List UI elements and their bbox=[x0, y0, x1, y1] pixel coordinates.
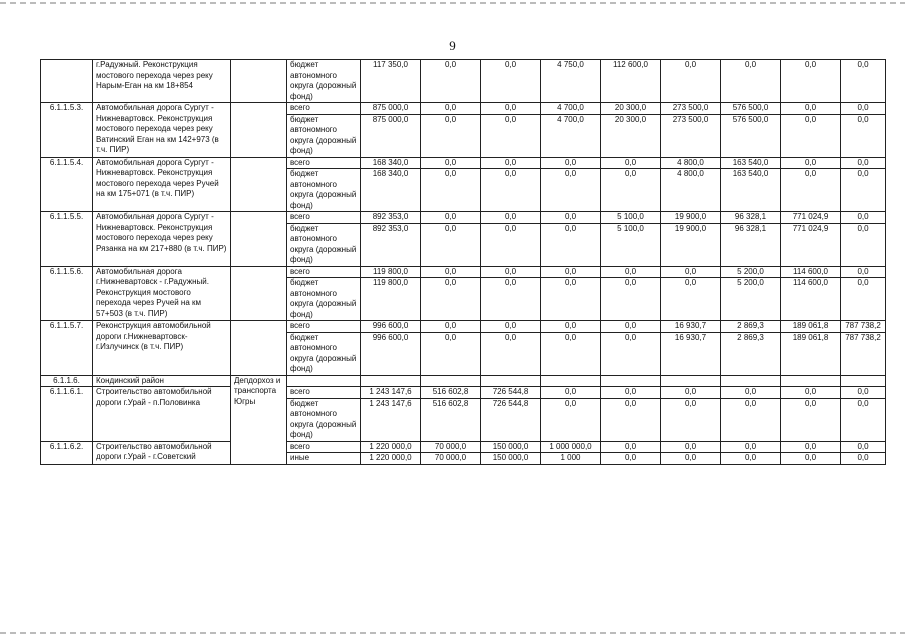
row-source: иные bbox=[287, 453, 361, 465]
row-value: 0,0 bbox=[541, 398, 601, 441]
row-value: 0,0 bbox=[541, 223, 601, 266]
row-executor bbox=[231, 157, 287, 212]
row-value: 2 869,3 bbox=[721, 321, 781, 333]
row-value: 892 353,0 bbox=[361, 223, 421, 266]
row-value: 0,0 bbox=[421, 266, 481, 278]
row-value: 0,0 bbox=[541, 169, 601, 212]
row-source: бюджет автономного округа (дорожный фонд) bbox=[287, 278, 361, 321]
row-value: 20 300,0 bbox=[601, 103, 661, 115]
row-value: 168 340,0 bbox=[361, 169, 421, 212]
row-executor bbox=[231, 266, 287, 321]
row-value: 0,0 bbox=[541, 212, 601, 224]
row-value: 1 243 147,6 bbox=[361, 398, 421, 441]
row-value: 0,0 bbox=[421, 157, 481, 169]
row-value: 0,0 bbox=[421, 169, 481, 212]
row-value: 0,0 bbox=[481, 60, 541, 103]
row-value: 0,0 bbox=[421, 278, 481, 321]
row-source: бюджет автономного округа (дорожный фонд) bbox=[287, 60, 361, 103]
row-value: 0,0 bbox=[601, 387, 661, 399]
empty-cell bbox=[361, 375, 421, 387]
district-code: 6.1.1.6. bbox=[41, 375, 93, 387]
table-row bbox=[41, 441, 886, 453]
row-value: 0,0 bbox=[541, 157, 601, 169]
row-value: 20 300,0 bbox=[601, 114, 661, 157]
row-code: 6.1.1.5.3. bbox=[41, 103, 93, 158]
row-value: 1 000 bbox=[541, 453, 601, 465]
row-value: 0,0 bbox=[421, 103, 481, 115]
row-value: 0,0 bbox=[661, 60, 721, 103]
row-name: Строительство автомобильной дороги г.Урай - г.Советский bbox=[93, 441, 231, 464]
row-value: 0,0 bbox=[661, 398, 721, 441]
row-value: 0,0 bbox=[481, 278, 541, 321]
row-value: 96 328,1 bbox=[721, 212, 781, 224]
scan-edge-top bbox=[0, 2, 905, 4]
empty-cell bbox=[781, 375, 841, 387]
empty-cell bbox=[661, 375, 721, 387]
row-value: 5 200,0 bbox=[721, 278, 781, 321]
empty-cell bbox=[601, 375, 661, 387]
row-code: 6.1.1.5.5. bbox=[41, 212, 93, 267]
row-value: 0,0 bbox=[781, 169, 841, 212]
row-value: 0,0 bbox=[601, 278, 661, 321]
row-value: 892 353,0 bbox=[361, 212, 421, 224]
row-value: 2 869,3 bbox=[721, 332, 781, 375]
row-value: 0,0 bbox=[421, 212, 481, 224]
row-source: всего bbox=[287, 321, 361, 333]
row-value: 1 220 000,0 bbox=[361, 453, 421, 465]
row-value: 0,0 bbox=[781, 157, 841, 169]
empty-cell bbox=[481, 375, 541, 387]
row-value: 0,0 bbox=[541, 321, 601, 333]
scan-edge-bottom bbox=[0, 632, 905, 634]
row-value: 516 602,8 bbox=[421, 387, 481, 399]
row-value: 787 738,2 bbox=[841, 332, 886, 375]
row-value: 0,0 bbox=[481, 266, 541, 278]
row-value: 726 544,8 bbox=[481, 387, 541, 399]
row-value: 0,0 bbox=[781, 114, 841, 157]
empty-cell bbox=[841, 375, 886, 387]
row-value: 114 600,0 bbox=[781, 278, 841, 321]
row-value: 0,0 bbox=[841, 278, 886, 321]
row-value: 163 540,0 bbox=[721, 169, 781, 212]
row-value: 0,0 bbox=[781, 398, 841, 441]
row-value: 0,0 bbox=[601, 266, 661, 278]
row-value: 0,0 bbox=[661, 387, 721, 399]
table-row bbox=[41, 60, 886, 103]
row-value: 0,0 bbox=[841, 60, 886, 103]
row-value: 0,0 bbox=[841, 103, 886, 115]
row-value: 189 061,8 bbox=[781, 321, 841, 333]
row-value: 0,0 bbox=[781, 453, 841, 465]
row-value: 0,0 bbox=[661, 266, 721, 278]
row-value: 0,0 bbox=[721, 441, 781, 453]
row-code: 6.1.1.6.1. bbox=[41, 387, 93, 442]
row-source: всего bbox=[287, 441, 361, 453]
row-value: 19 900,0 bbox=[661, 212, 721, 224]
row-source: бюджет автономного округа (дорожный фонд) bbox=[287, 332, 361, 375]
row-value: 0,0 bbox=[601, 332, 661, 375]
empty-cell bbox=[287, 375, 361, 387]
row-executor bbox=[231, 60, 287, 103]
row-value: 0,0 bbox=[421, 332, 481, 375]
row-value: 875 000,0 bbox=[361, 114, 421, 157]
row-value: 1 243 147,6 bbox=[361, 387, 421, 399]
row-value: 0,0 bbox=[781, 103, 841, 115]
row-executor bbox=[231, 212, 287, 267]
district-row bbox=[41, 375, 886, 387]
row-value: 0,0 bbox=[841, 398, 886, 441]
row-source: всего bbox=[287, 157, 361, 169]
row-executor bbox=[231, 103, 287, 158]
row-name: Реконструкция автомобильной дороги г.Нижневартовск-г.Излучинск (в т.ч. ПИР) bbox=[93, 321, 231, 376]
row-value: 0,0 bbox=[601, 169, 661, 212]
row-value: 5 100,0 bbox=[601, 223, 661, 266]
row-code: 6.1.1.5.4. bbox=[41, 157, 93, 212]
row-value: 0,0 bbox=[841, 223, 886, 266]
row-value: 0,0 bbox=[841, 387, 886, 399]
row-value: 0,0 bbox=[721, 398, 781, 441]
row-value: 0,0 bbox=[841, 169, 886, 212]
row-value: 119 800,0 bbox=[361, 266, 421, 278]
row-value: 119 800,0 bbox=[361, 278, 421, 321]
row-name: Автомобильная дорога Сургут - Нижневартовск. Реконструкция мостового перехода через реку Ватинский Еган на км 142+973 (в т.ч. ПИР) bbox=[93, 103, 231, 158]
row-executor bbox=[231, 321, 287, 376]
row-value: 5 100,0 bbox=[601, 212, 661, 224]
row-value: 4 700,0 bbox=[541, 103, 601, 115]
row-value: 0,0 bbox=[601, 321, 661, 333]
row-value: 0,0 bbox=[721, 453, 781, 465]
row-value: 0,0 bbox=[721, 387, 781, 399]
row-source: бюджет автономного округа (дорожный фонд) bbox=[287, 169, 361, 212]
row-value: 96 328,1 bbox=[721, 223, 781, 266]
row-name: Автомобильная дорога г.Нижневартовск - г.Радужный. Реконструкция мостового перехода через Ручей на км 57+503 (в т.ч. ПИР) bbox=[93, 266, 231, 321]
row-value: 70 000,0 bbox=[421, 441, 481, 453]
row-value: 0,0 bbox=[841, 266, 886, 278]
row-value: 163 540,0 bbox=[721, 157, 781, 169]
row-value: 0,0 bbox=[781, 441, 841, 453]
row-value: 875 000,0 bbox=[361, 103, 421, 115]
row-value: 0,0 bbox=[841, 453, 886, 465]
row-source: всего bbox=[287, 212, 361, 224]
row-name: Строительство автомобильной дороги г.Урай - п.Половинка bbox=[93, 387, 231, 442]
row-value: 0,0 bbox=[421, 321, 481, 333]
row-value: 0,0 bbox=[541, 266, 601, 278]
row-value: 771 024,9 bbox=[781, 212, 841, 224]
budget-table bbox=[40, 59, 886, 465]
row-source: бюджет автономного округа (дорожный фонд) bbox=[287, 223, 361, 266]
row-value: 0,0 bbox=[481, 223, 541, 266]
row-value: 0,0 bbox=[601, 453, 661, 465]
row-source: всего bbox=[287, 103, 361, 115]
empty-cell bbox=[421, 375, 481, 387]
row-value: 0,0 bbox=[841, 157, 886, 169]
row-value: 16 930,7 bbox=[661, 332, 721, 375]
row-value: 726 544,8 bbox=[481, 398, 541, 441]
row-value: 4 700,0 bbox=[541, 114, 601, 157]
row-value: 0,0 bbox=[721, 60, 781, 103]
row-value: 0,0 bbox=[781, 387, 841, 399]
row-source: всего bbox=[287, 266, 361, 278]
row-value: 4 800,0 bbox=[661, 169, 721, 212]
row-name: Автомобильная дорога Сургут - Нижневартовск. Реконструкция мостового перехода через Ручей на км 175+071 (в т.ч. ПИР) bbox=[93, 157, 231, 212]
page-number: 9 bbox=[449, 38, 456, 53]
district-name: Кондинский район bbox=[93, 375, 231, 387]
row-value: 0,0 bbox=[481, 212, 541, 224]
row-value: 516 602,8 bbox=[421, 398, 481, 441]
row-value: 996 600,0 bbox=[361, 332, 421, 375]
row-value: 787 738,2 bbox=[841, 321, 886, 333]
row-value: 0,0 bbox=[781, 60, 841, 103]
table-row bbox=[41, 103, 886, 115]
row-value: 4 750,0 bbox=[541, 60, 601, 103]
row-code: 6.1.1.5.6. bbox=[41, 266, 93, 321]
row-value: 0,0 bbox=[601, 398, 661, 441]
row-value: 576 500,0 bbox=[721, 103, 781, 115]
row-value: 771 024,9 bbox=[781, 223, 841, 266]
row-value: 0,0 bbox=[421, 114, 481, 157]
row-value: 0,0 bbox=[601, 441, 661, 453]
row-value: 0,0 bbox=[841, 212, 886, 224]
row-value: 996 600,0 bbox=[361, 321, 421, 333]
empty-cell bbox=[721, 375, 781, 387]
district-executor: Депдорхоз и транспорта Югры bbox=[231, 375, 287, 464]
row-value: 5 200,0 bbox=[721, 266, 781, 278]
row-value: 0,0 bbox=[661, 453, 721, 465]
row-value: 0,0 bbox=[481, 169, 541, 212]
table-row bbox=[41, 387, 886, 399]
row-code: 6.1.1.5.7. bbox=[41, 321, 93, 376]
row-value: 189 061,8 bbox=[781, 332, 841, 375]
row-value: 114 600,0 bbox=[781, 266, 841, 278]
row-value: 273 500,0 bbox=[661, 114, 721, 157]
row-value: 0,0 bbox=[481, 114, 541, 157]
row-value: 0,0 bbox=[421, 60, 481, 103]
row-name: г.Радужный. Реконструкция мостового перехода через реку Нарым-Еган на км 18+854 bbox=[93, 60, 231, 103]
row-code: 6.1.1.6.2. bbox=[41, 441, 93, 464]
row-value: 0,0 bbox=[601, 157, 661, 169]
row-value: 4 800,0 bbox=[661, 157, 721, 169]
row-value: 0,0 bbox=[541, 387, 601, 399]
row-value: 150 000,0 bbox=[481, 453, 541, 465]
row-value: 0,0 bbox=[541, 278, 601, 321]
row-value: 0,0 bbox=[841, 114, 886, 157]
row-value: 16 930,7 bbox=[661, 321, 721, 333]
row-value: 112 600,0 bbox=[601, 60, 661, 103]
table-row bbox=[41, 321, 886, 333]
row-value: 576 500,0 bbox=[721, 114, 781, 157]
empty-cell bbox=[541, 375, 601, 387]
table-row bbox=[41, 266, 886, 278]
table-row bbox=[41, 212, 886, 224]
row-value: 0,0 bbox=[481, 157, 541, 169]
row-value: 1 220 000,0 bbox=[361, 441, 421, 453]
row-value: 168 340,0 bbox=[361, 157, 421, 169]
row-value: 273 500,0 bbox=[661, 103, 721, 115]
row-code bbox=[41, 60, 93, 103]
row-value: 0,0 bbox=[841, 441, 886, 453]
table-row bbox=[41, 157, 886, 169]
row-value: 0,0 bbox=[661, 278, 721, 321]
row-source: всего bbox=[287, 387, 361, 399]
row-value: 0,0 bbox=[421, 223, 481, 266]
row-value: 0,0 bbox=[481, 321, 541, 333]
row-value: 0,0 bbox=[481, 103, 541, 115]
row-source: бюджет автономного округа (дорожный фонд) bbox=[287, 114, 361, 157]
row-name: Автомобильная дорога Сургут - Нижневартовск. Реконструкция мостового перехода через реку Рязанка на км 217+880 (в т.ч. ПИР) bbox=[93, 212, 231, 267]
row-value: 150 000,0 bbox=[481, 441, 541, 453]
row-source: бюджет автономного округа (дорожный фонд) bbox=[287, 398, 361, 441]
row-value: 19 900,0 bbox=[661, 223, 721, 266]
row-value: 70 000,0 bbox=[421, 453, 481, 465]
row-value: 117 350,0 bbox=[361, 60, 421, 103]
row-value: 1 000 000,0 bbox=[541, 441, 601, 453]
row-value: 0,0 bbox=[661, 441, 721, 453]
row-value: 0,0 bbox=[541, 332, 601, 375]
row-value: 0,0 bbox=[481, 332, 541, 375]
